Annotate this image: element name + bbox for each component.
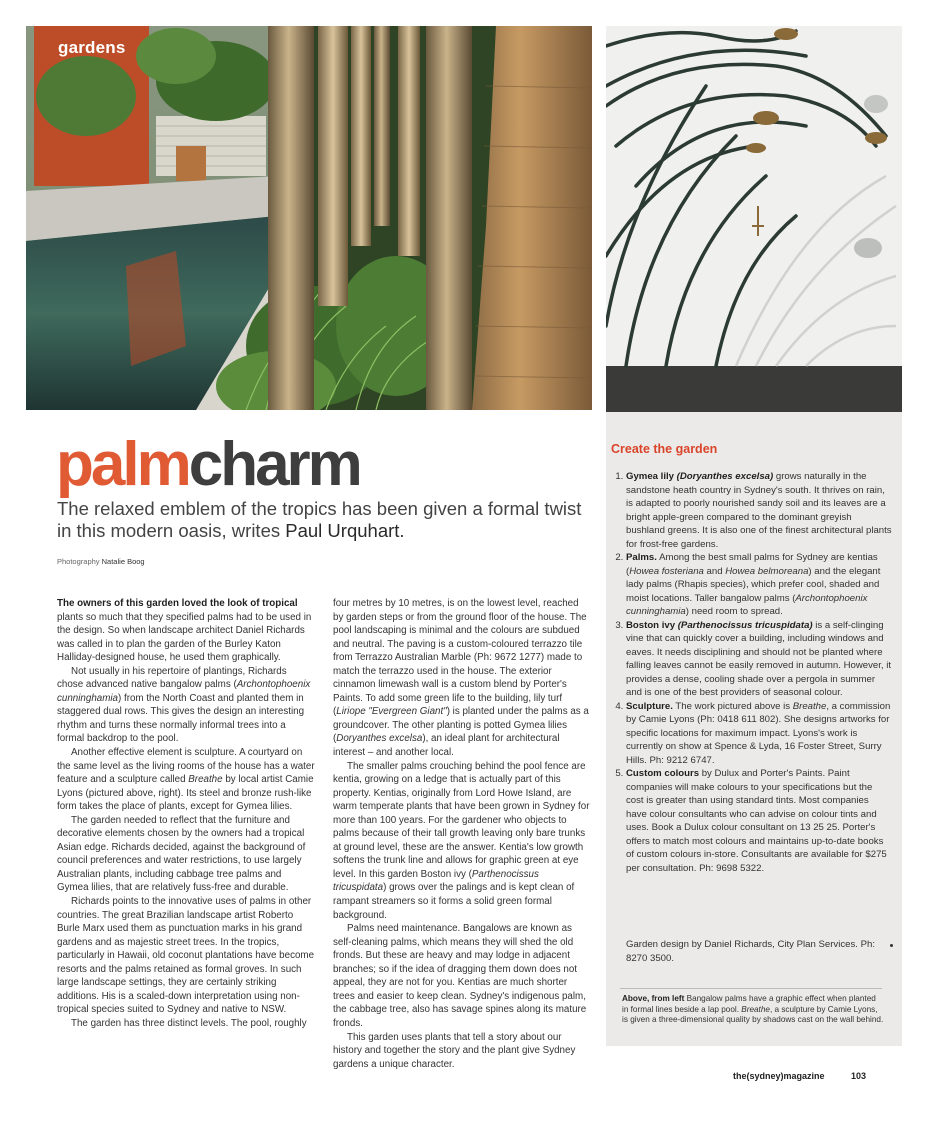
sidebar-item-italic: Breathe: [792, 700, 827, 712]
sidebar-item-name: Palms.: [626, 552, 657, 563]
body-italic: Breathe: [188, 774, 223, 786]
sidebar-item-custom-colours: [626, 767, 892, 875]
caption-text: , a sculpture by Camie Lyons, is given a three-dimensional quality by shadows cast on the wall behind.: [622, 1004, 884, 1025]
body-paragraph: Richards points to the innovative uses of palms in other countries. The great Brazilian landscape artist Roberto Burle Marx used them as punctuation marks in his grand gardens and as majestic street trees. In the tropics, particularly in Hawaii, old coconut plantations have become resorts and the palms retained as formal groves. In such large landscape settings, they are certainly striking additions. His is a scaled-down interpretation using non-tropical species suited to Sydney and native to NSW.: [57, 896, 315, 1016]
standfirst: [57, 498, 587, 542]
headline-part-charm: charm: [188, 430, 360, 499]
bullet-dot: [890, 944, 893, 947]
pool-palms-illustration: [26, 26, 592, 410]
body-paragraph: The garden has three distinct levels. The pool, roughly: [71, 1017, 307, 1029]
body-text: plants so much that they specified palms had to be used in the design. So when landscape architect Daniel Richards was called in to plan the garden of the Burley Katon Halliday-designed house, he used them graphically.: [57, 611, 312, 664]
footer-page-number: 103: [851, 1071, 867, 1081]
body-text: The smaller palms crouching behind the pool fence are kentia, growing on a ledge that is actually part of this property. Kentias, originally from Lord Howe Island, are warm temperate plants that have been grown in Sydney for more than 100 years. For the gardener who objects to palms because of their tall growth leaving only bare trunks at ground level, these are the answer. Kentia's low growth softens the trunk line and allows for graphic green at eye level. In this garden Boston ivy (: [333, 760, 590, 880]
photo-credit: [57, 557, 145, 566]
body-text: Not usually in his repertoire of plantings, Richards chose advanced native bangalow palms (: [57, 665, 287, 691]
headline-part-palm: palm: [56, 430, 189, 499]
body-text: by local artist Camie Lyons (pictured above, right). Its steel and bronze rush-like form takes the place of plants, except for Gymea lilies.: [57, 774, 314, 813]
body-column-1: [57, 597, 315, 1031]
body-paragraph: The garden needed to reflect that the furniture and decorative elements chosen by the owners had a tropical Asian edge. Richards decided, against the background of council preferences and water restrictions, to use largely Australian plants, including cabbage tree palms and Gymea lilies, that are relatively fuss-free and durable.: [57, 814, 306, 894]
sidebar-item-text: by Dulux and Porter's Paints. Paint companies will make colours to your specifications but the cost is greater than using standard tints. Most companies have colour consultants who can advise on colour tints and uses. Book a Dulux colour consultant on 13 25 25. Porter's offers to match most colours and maintains up-to-date books of custom colours in-store. Consultants are available for $275 per consultation. Ph: 9698 5322.: [626, 768, 887, 874]
sidebar-item-italic: Howea fosteriana: [629, 565, 704, 577]
pool-palms-photo: [26, 26, 592, 410]
sidebar-item-text: is a self-clinging vine that can quickly cover a building, including windows and eaves. It needs disciplining and should not be planted where falling leaves cannot be easily removed in autumn. However, it provides a dense, cooling shade over a pergola in summer and is one of the best providers of seasonal colour.: [626, 619, 892, 698]
sidebar-item-name: Boston ivy: [626, 619, 676, 631]
body-paragraph: [333, 597, 591, 760]
caption-lead: Above, from left: [622, 994, 685, 1003]
body-paragraph: This garden uses plants that tell a story about our history and together the story and the plant give Sydney gardens a unique character.: [333, 1031, 576, 1070]
sidebar-item-text: Among the best small palms for Sydney are kentias (: [626, 552, 878, 577]
sidebar-item-text: and: [703, 565, 726, 577]
body-text: ), an ideal plant for architectural interest – and another local.: [333, 733, 560, 759]
sidebar-item-latin: (Parthenocissus tricuspidata): [677, 619, 813, 631]
sculpture-photo: [606, 26, 902, 412]
sidebar-create-the-garden: [606, 412, 902, 1046]
standfirst-text: The relaxed emblem of the tropics has been given a formal twist in this modern oasis, writes: [57, 498, 582, 541]
headline: [56, 430, 360, 499]
photo-credit-label: Photography: [57, 557, 100, 566]
caption-italic: Breathe: [741, 1004, 770, 1014]
body-italic: Liriope "Evergreen Giant": [336, 706, 447, 718]
body-paragraph: [57, 597, 315, 665]
sidebar-item-text: The work pictured above is: [672, 700, 793, 712]
sidebar-item-text: ) need room to spread.: [685, 606, 783, 617]
sidebar-item-name: Gymea lily: [626, 471, 674, 482]
body-text: ) grows over the palings and is kept clean of rampant streamers so it forms a solid green formal background.: [333, 882, 575, 921]
body-lead-in: The owners of this garden loved the look of tropical: [57, 598, 298, 609]
body-paragraph: [57, 665, 315, 746]
body-italic: Archontophoenix cunninghamia: [57, 679, 311, 704]
body-paragraph: Palms need maintenance. Bangalows are known as self-cleaning palms, which means they will shed the old fronds. But these are heavy and may lodge in adjacent branches; so if the idea of dragging them down does not appeal, they are not for you. Kentias are much shorter trees and easier to keep clean. Sydney's indigenous palm, the cabbage tree, also has savage spines along its mature fronds.: [333, 923, 587, 1029]
sidebar-item-palms: [626, 551, 892, 619]
standfirst-author: Paul Urquhart.: [285, 520, 405, 541]
sidebar-item-name: Sculpture.: [626, 700, 673, 712]
body-paragraph: [333, 760, 591, 923]
sidebar-item-text: grows naturally in the sandstone heath country in Sydney's south. It thrives on rain, is adapted to poorly nourished sandy soil and its leaves are a bright apple-green compared to the dominant greyish bushland greens. It is also one of the finest architectural plants for frost-free gardens.: [626, 471, 892, 550]
sidebar-title: Create the garden: [611, 442, 718, 456]
sidebar-item-italic: Howea belmoreana: [725, 565, 809, 577]
sidebar-item-italic: Archontophoenix cunninghamia: [626, 592, 868, 617]
body-italic: Doryanthes excelsa: [336, 733, 423, 745]
sidebar-item-latin: (Doryanthes excelsa): [676, 471, 774, 482]
sidebar-item-text: , a commission by Camie Lyons (Ph: 0418 611 802). She designs artworks for specific locations for maximum impact. Lyons's work is currently on show at Spence & Lyda, 16 Foster Street, Surry Hills. Ph: 9212 6747.: [626, 700, 891, 766]
sidebar-item-sculpture: [626, 700, 892, 768]
footer-magazine-name: the(sydney)magazine: [733, 1071, 825, 1081]
sidebar-item-boston-ivy: [626, 619, 892, 700]
body-text: Another effective element is sculpture. A courtyard on the same level as the living rooms of the house has a water feature and a sculpture called: [57, 747, 315, 786]
sidebar-item-name: Custom colours: [626, 768, 700, 779]
section-label: gardens: [58, 38, 126, 57]
caption-divider: [620, 988, 882, 989]
sidebar-item-gymea-lily: [626, 470, 892, 551]
body-text: ) from the North Coast and planted them in staggered dual rows. This gives the design an interesting rhythm and turns these normally informal trees into a formal backdrop to the pool.: [57, 692, 305, 745]
photo-caption: [622, 994, 884, 1026]
garden-design-credit: Garden design by Daniel Richards, City Plan Services. Ph: 8270 3500.: [626, 939, 876, 964]
body-italic: Parthenocissus tricuspidata: [333, 868, 539, 894]
sidebar-list: [610, 470, 892, 875]
body-column-2: [333, 597, 591, 1071]
body-text: ) is planted under the palms as a groundcover. The other planting is potted Gymea lilies (: [333, 706, 589, 745]
photo-credit-name: Natalie Boog: [101, 557, 145, 566]
sidebar-item-text: ) and the elegant lady palms (Rhapis species), which prefer cool, shaded and moist locations. Taller bangalow palms (: [626, 565, 881, 604]
body-text: four metres by 10 metres, is on the lowest level, reached by garden steps or from the ground floor of the house. The pool landscaping is minimal and the colours are subdued and neutral. The paving is a custom-coloured terrazzo tile from Terrazzo Australian Marble (Ph: 9672 1277) made to match the terrazzo used in the house. The exterior cinnamon limewash wall is a custom blend by Porter's Paints. To add some green life to the building, lily turf (: [333, 598, 587, 718]
caption-text: Bangalow palms have a graphic effect when planted in formal lines beside a lap pool.: [622, 994, 876, 1014]
sculpture-illustration: [606, 26, 902, 412]
body-paragraph: [57, 746, 315, 814]
